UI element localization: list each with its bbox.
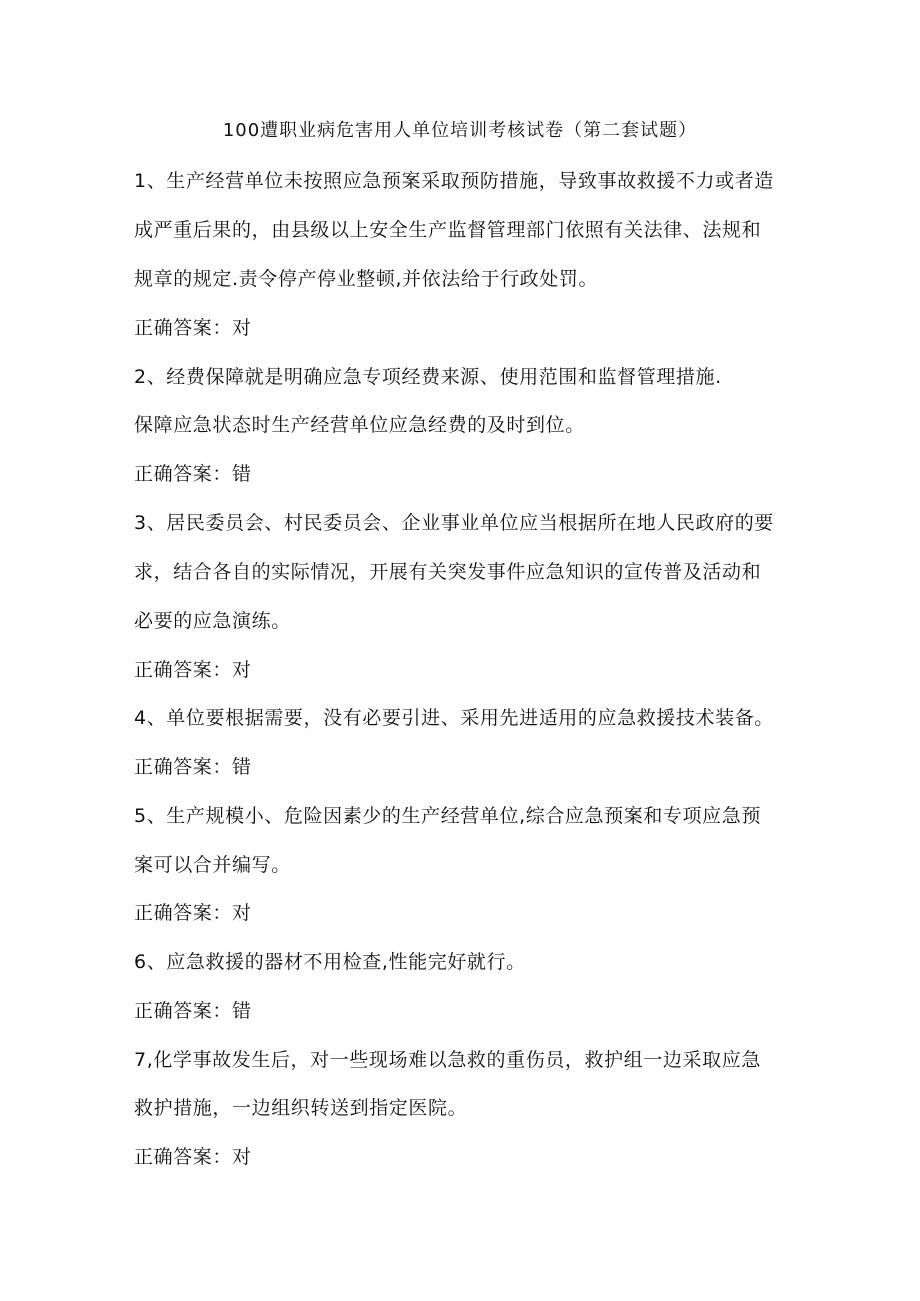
question-7-line-1: 7,化学事故发生后，对一些现场难以急救的重伤员，救护组一边采取应急 xyxy=(134,1049,761,1071)
question-4-line-1: 4、单位要根据需要，没有必要引进、采用先进适用的应急救援技术装备。 xyxy=(134,707,774,729)
question-5-line-1: 5、生产规模小、危险因素少的生产经营单位,综合应急预案和专项应急预 xyxy=(134,805,761,827)
question-6-line-1: 6、应急救援的器材不用检查,性能完好就行。 xyxy=(134,951,526,973)
question-5-line-2: 案可以合并编写。 xyxy=(134,854,291,876)
question-2-line-1: 2、经费保障就是明确应急专项经费来源、使用范围和监督管理措施. xyxy=(134,366,722,388)
question-7-answer: 正确答案：对 xyxy=(134,1146,252,1168)
question-3-line-1: 3、居民委员会、村民委员会、企业事业单位应当根据所在地人民政府的要 xyxy=(134,512,774,534)
question-6-answer: 正确答案：错 xyxy=(134,1000,252,1022)
question-1-line-1: 1、生产经营单位未按照应急预案采取预防措施，导致事故救援不力或者造 xyxy=(134,170,774,192)
question-1-line-3: 规章的规定.责令停产停业整顿,并依法给于行政处罚。 xyxy=(134,268,599,290)
question-3-line-2: 求，结合各自的实际情况，开展有关突发事件应急知识的宣传普及活动和 xyxy=(134,561,762,583)
document-title: 100遭职业病危害用人单位培训考核试卷（第二套试题） xyxy=(222,120,698,141)
question-2-line-2: 保障应急状态时生产经营单位应急经费的及时到位。 xyxy=(134,414,585,436)
question-7-line-2: 救护措施，一边组织转送到指定医院。 xyxy=(134,1097,468,1119)
question-1-answer: 正确答案：对 xyxy=(134,317,252,339)
question-3-answer: 正确答案：对 xyxy=(134,659,252,681)
question-4-answer: 正确答案：错 xyxy=(134,756,252,778)
question-3-line-3: 必要的应急演练。 xyxy=(134,610,291,632)
question-5-answer: 正确答案：对 xyxy=(134,902,252,924)
question-2-answer: 正确答案：错 xyxy=(134,463,252,485)
question-1-line-2: 成严重后果的，由县级以上安全生产监督管理部门依照有关法律、法规和 xyxy=(134,219,762,241)
